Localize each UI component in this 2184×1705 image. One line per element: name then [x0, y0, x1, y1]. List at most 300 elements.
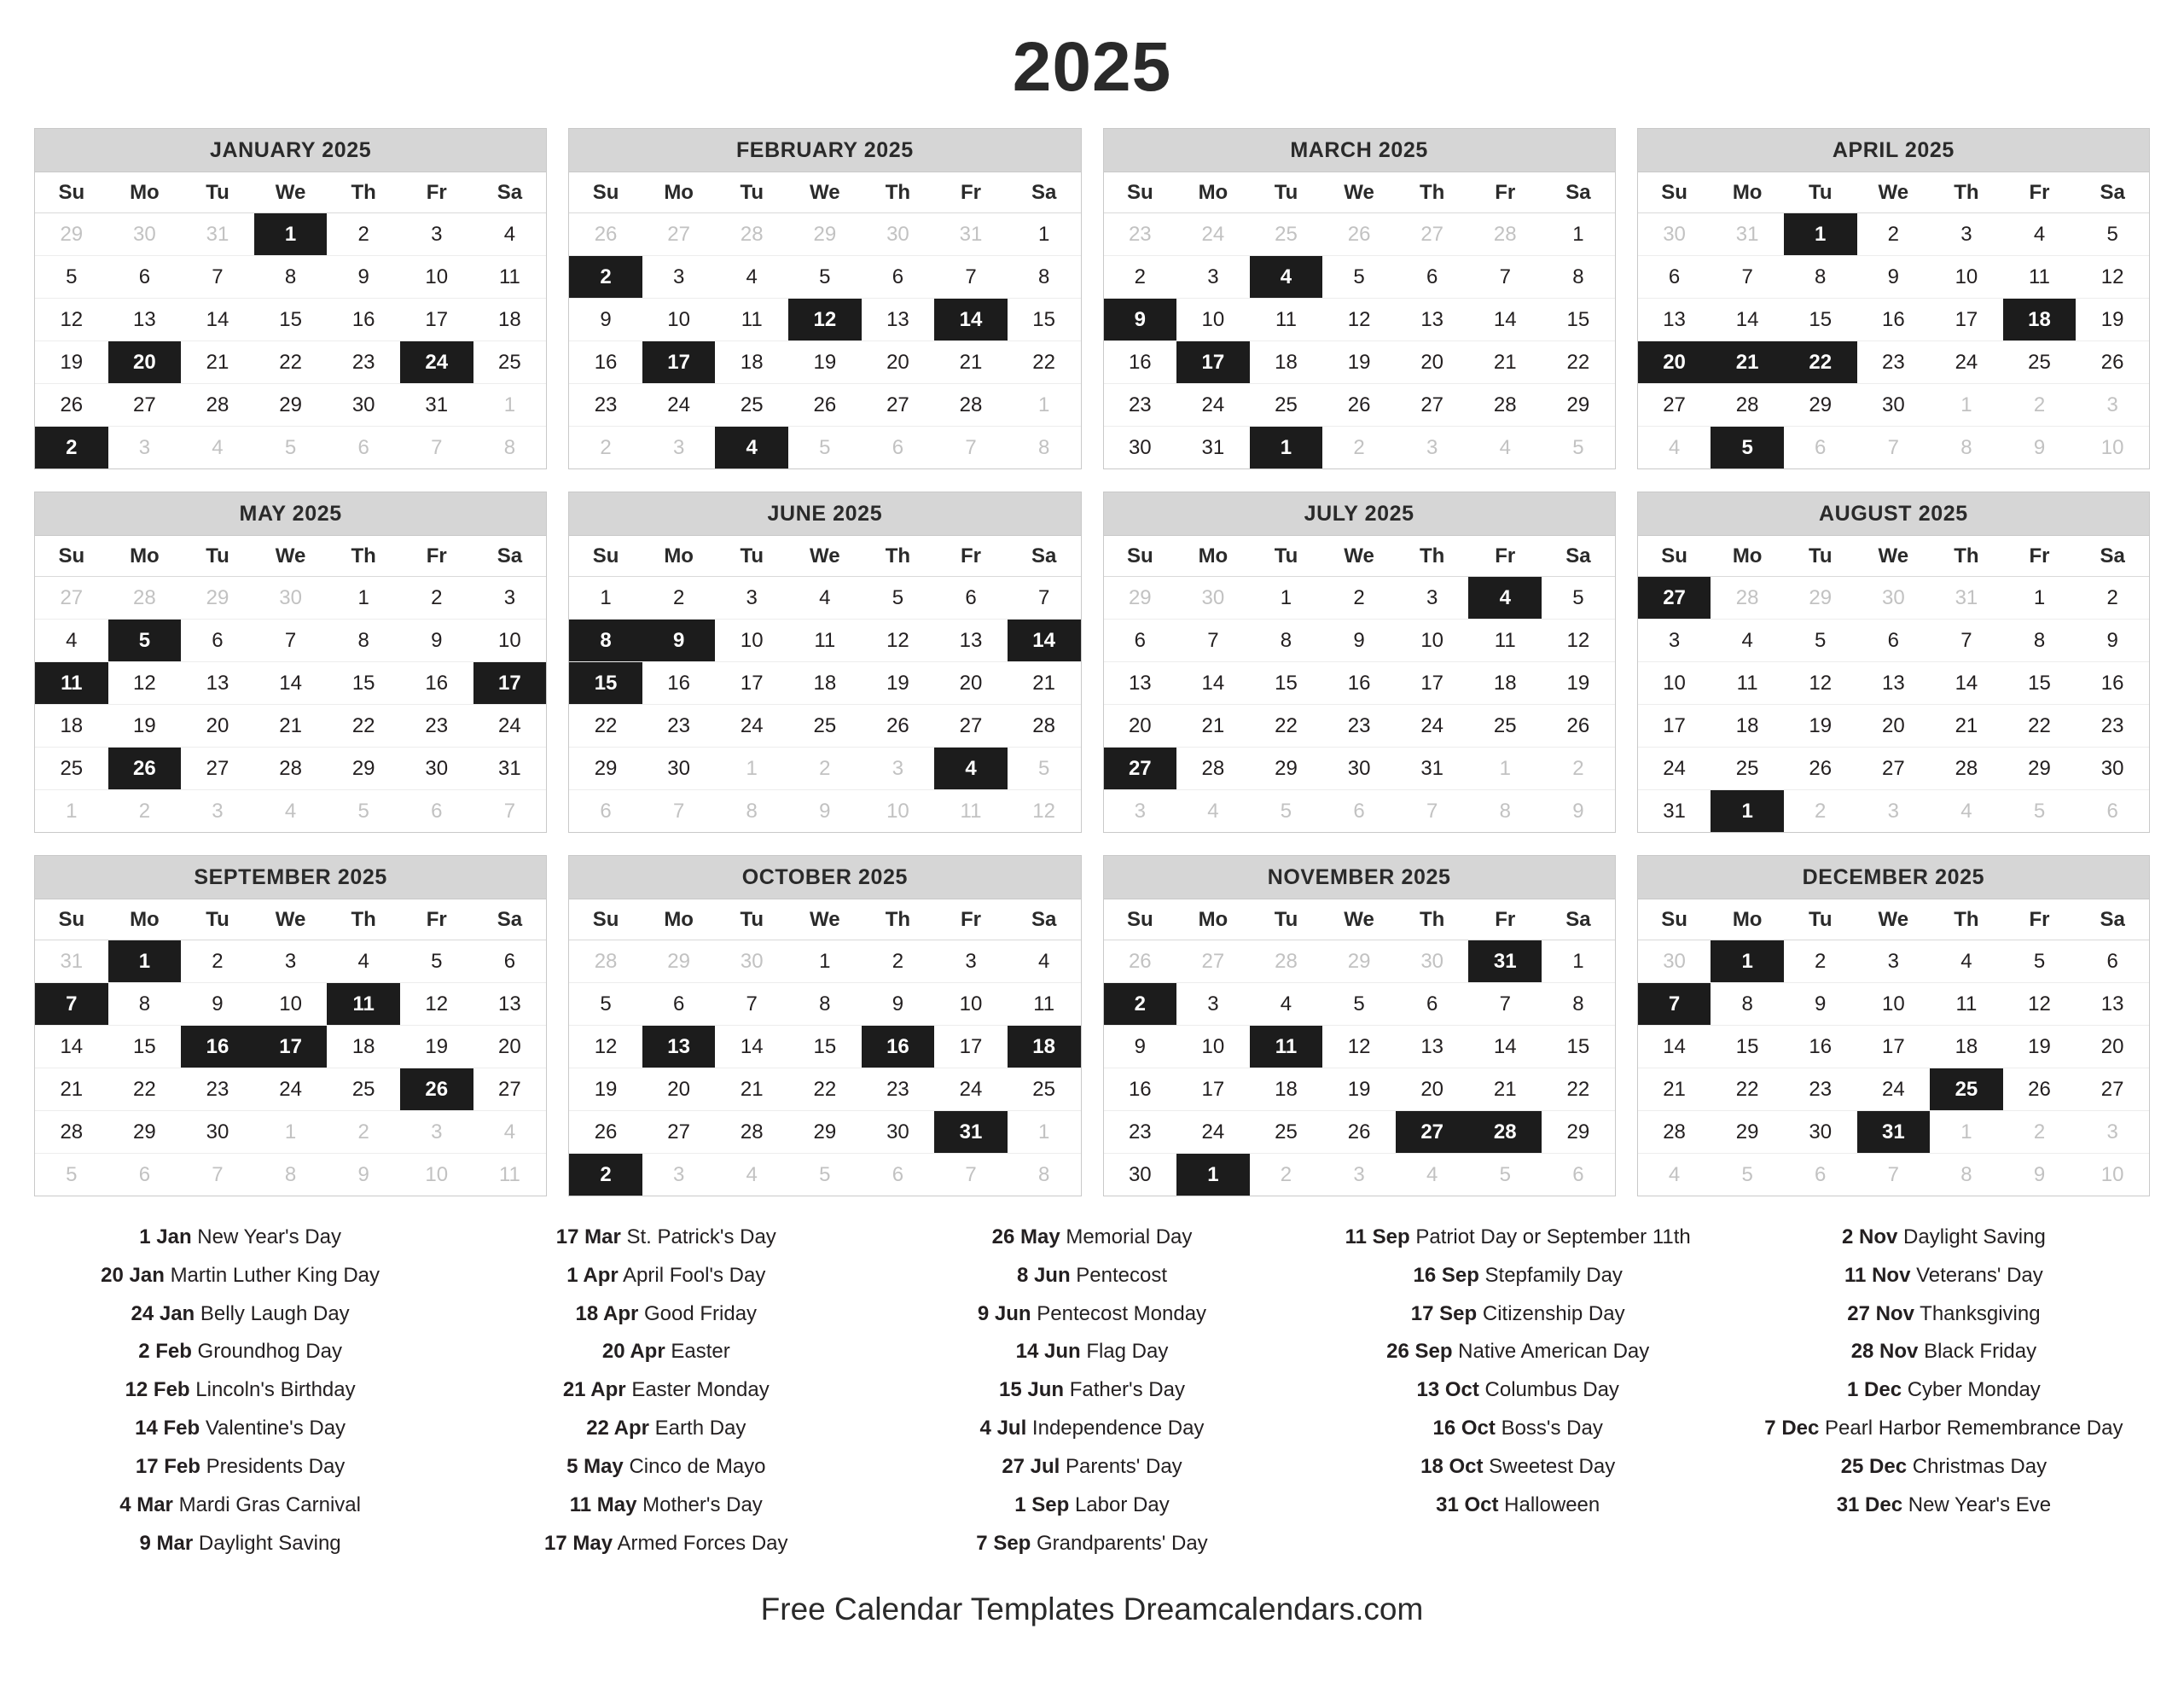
- day-cell[interactable]: [1008, 341, 1081, 384]
- day-cell[interactable]: [473, 983, 547, 1026]
- day-cell[interactable]: [934, 662, 1008, 705]
- day-cell[interactable]: [1784, 1068, 1857, 1111]
- day-cell[interactable]: [108, 662, 182, 705]
- day-cell[interactable]: [934, 1068, 1008, 1111]
- day-cell[interactable]: [862, 299, 935, 341]
- day-cell[interactable]: [2076, 620, 2149, 662]
- day-cell[interactable]: [1396, 748, 1469, 790]
- day-cell[interactable]: [254, 662, 328, 705]
- day-cell[interactable]: [2003, 1026, 2077, 1068]
- day-cell[interactable]: [2076, 662, 2149, 705]
- day-cell[interactable]: [1104, 662, 1177, 705]
- day-cell[interactable]: [1008, 384, 1081, 427]
- day-cell[interactable]: [181, 1068, 254, 1111]
- day-cell[interactable]: [1542, 940, 1615, 983]
- day-cell[interactable]: [715, 427, 788, 469]
- day-cell[interactable]: [1322, 748, 1396, 790]
- day-cell[interactable]: [1008, 1154, 1081, 1196]
- day-cell[interactable]: [1322, 705, 1396, 748]
- day-cell[interactable]: [2076, 384, 2149, 427]
- day-cell[interactable]: [934, 940, 1008, 983]
- day-cell[interactable]: [473, 1068, 547, 1111]
- day-cell[interactable]: [1638, 1068, 1711, 1111]
- day-cell[interactable]: [2076, 577, 2149, 620]
- day-cell[interactable]: [1104, 341, 1177, 384]
- day-cell[interactable]: [2003, 620, 2077, 662]
- day-cell[interactable]: [327, 1111, 400, 1154]
- day-cell[interactable]: [1250, 705, 1323, 748]
- day-cell[interactable]: [569, 662, 642, 705]
- day-cell[interactable]: [1468, 256, 1542, 299]
- day-cell[interactable]: [1104, 427, 1177, 469]
- day-cell[interactable]: [1104, 983, 1177, 1026]
- day-cell[interactable]: [788, 1026, 862, 1068]
- day-cell[interactable]: [862, 983, 935, 1026]
- day-cell[interactable]: [934, 577, 1008, 620]
- day-cell[interactable]: [1930, 983, 2003, 1026]
- day-cell[interactable]: [2076, 213, 2149, 256]
- day-cell[interactable]: [1250, 256, 1323, 299]
- day-cell[interactable]: [473, 940, 547, 983]
- day-cell[interactable]: [1711, 384, 1784, 427]
- day-cell[interactable]: [1930, 1068, 2003, 1111]
- day-cell[interactable]: [1542, 1068, 1615, 1111]
- day-cell[interactable]: [1857, 213, 1931, 256]
- day-cell[interactable]: [473, 1026, 547, 1068]
- day-cell[interactable]: [1250, 1026, 1323, 1068]
- day-cell[interactable]: [254, 620, 328, 662]
- day-cell[interactable]: [1250, 384, 1323, 427]
- day-cell[interactable]: [2003, 1154, 2077, 1196]
- day-cell[interactable]: [642, 256, 716, 299]
- day-cell[interactable]: [1542, 1026, 1615, 1068]
- day-cell[interactable]: [1930, 940, 2003, 983]
- day-cell[interactable]: [1176, 940, 1250, 983]
- day-cell[interactable]: [2003, 705, 2077, 748]
- day-cell[interactable]: [35, 705, 108, 748]
- day-cell[interactable]: [1784, 427, 1857, 469]
- day-cell[interactable]: [934, 620, 1008, 662]
- day-cell[interactable]: [1542, 705, 1615, 748]
- day-cell[interactable]: [1104, 790, 1177, 833]
- day-cell[interactable]: [1542, 662, 1615, 705]
- day-cell[interactable]: [1008, 256, 1081, 299]
- day-cell[interactable]: [181, 341, 254, 384]
- day-cell[interactable]: [1638, 705, 1711, 748]
- day-cell[interactable]: [1008, 662, 1081, 705]
- day-cell[interactable]: [327, 577, 400, 620]
- day-cell[interactable]: [1857, 620, 1931, 662]
- day-cell[interactable]: [254, 940, 328, 983]
- day-cell[interactable]: [1857, 940, 1931, 983]
- day-cell[interactable]: [1176, 427, 1250, 469]
- day-cell[interactable]: [1711, 577, 1784, 620]
- day-cell[interactable]: [2076, 1026, 2149, 1068]
- day-cell[interactable]: [2076, 1154, 2149, 1196]
- day-cell[interactable]: [1930, 662, 2003, 705]
- day-cell[interactable]: [1930, 1026, 2003, 1068]
- day-cell[interactable]: [400, 662, 473, 705]
- day-cell[interactable]: [788, 1068, 862, 1111]
- day-cell[interactable]: [400, 256, 473, 299]
- day-cell[interactable]: [1930, 577, 2003, 620]
- day-cell[interactable]: [400, 983, 473, 1026]
- day-cell[interactable]: [788, 341, 862, 384]
- day-cell[interactable]: [473, 213, 547, 256]
- day-cell[interactable]: [35, 790, 108, 833]
- day-cell[interactable]: [1638, 577, 1711, 620]
- day-cell[interactable]: [473, 662, 547, 705]
- day-cell[interactable]: [1396, 1111, 1469, 1154]
- day-cell[interactable]: [1322, 299, 1396, 341]
- day-cell[interactable]: [569, 577, 642, 620]
- day-cell[interactable]: [108, 384, 182, 427]
- day-cell[interactable]: [1784, 662, 1857, 705]
- day-cell[interactable]: [2003, 1068, 2077, 1111]
- day-cell[interactable]: [327, 748, 400, 790]
- day-cell[interactable]: [1857, 983, 1931, 1026]
- day-cell[interactable]: [642, 1154, 716, 1196]
- day-cell[interactable]: [400, 341, 473, 384]
- day-cell[interactable]: [1638, 748, 1711, 790]
- day-cell[interactable]: [569, 299, 642, 341]
- day-cell[interactable]: [642, 790, 716, 833]
- day-cell[interactable]: [1250, 1154, 1323, 1196]
- day-cell[interactable]: [181, 299, 254, 341]
- day-cell[interactable]: [1711, 213, 1784, 256]
- day-cell[interactable]: [327, 299, 400, 341]
- day-cell[interactable]: [1542, 213, 1615, 256]
- day-cell[interactable]: [473, 384, 547, 427]
- day-cell[interactable]: [327, 341, 400, 384]
- day-cell[interactable]: [1250, 299, 1323, 341]
- day-cell[interactable]: [1638, 1026, 1711, 1068]
- day-cell[interactable]: [1638, 256, 1711, 299]
- day-cell[interactable]: [1638, 662, 1711, 705]
- day-cell[interactable]: [1468, 427, 1542, 469]
- day-cell[interactable]: [1322, 983, 1396, 1026]
- day-cell[interactable]: [327, 427, 400, 469]
- day-cell[interactable]: [862, 384, 935, 427]
- day-cell[interactable]: [254, 705, 328, 748]
- day-cell[interactable]: [473, 299, 547, 341]
- day-cell[interactable]: [35, 620, 108, 662]
- day-cell[interactable]: [1784, 213, 1857, 256]
- day-cell[interactable]: [1176, 620, 1250, 662]
- day-cell[interactable]: [1250, 577, 1323, 620]
- day-cell[interactable]: [1396, 620, 1469, 662]
- day-cell[interactable]: [1008, 1111, 1081, 1154]
- day-cell[interactable]: [1104, 748, 1177, 790]
- day-cell[interactable]: [2003, 748, 2077, 790]
- day-cell[interactable]: [1322, 790, 1396, 833]
- day-cell[interactable]: [327, 384, 400, 427]
- day-cell[interactable]: [1930, 384, 2003, 427]
- day-cell[interactable]: [788, 1154, 862, 1196]
- day-cell[interactable]: [254, 341, 328, 384]
- day-cell[interactable]: [2003, 1111, 2077, 1154]
- day-cell[interactable]: [715, 256, 788, 299]
- day-cell[interactable]: [1250, 213, 1323, 256]
- day-cell[interactable]: [1104, 1111, 1177, 1154]
- day-cell[interactable]: [1104, 1154, 1177, 1196]
- day-cell[interactable]: [1396, 577, 1469, 620]
- day-cell[interactable]: [788, 299, 862, 341]
- day-cell[interactable]: [181, 1111, 254, 1154]
- day-cell[interactable]: [327, 1068, 400, 1111]
- day-cell[interactable]: [1930, 427, 2003, 469]
- day-cell[interactable]: [642, 748, 716, 790]
- day-cell[interactable]: [473, 341, 547, 384]
- day-cell[interactable]: [108, 427, 182, 469]
- day-cell[interactable]: [1711, 983, 1784, 1026]
- day-cell[interactable]: [1542, 983, 1615, 1026]
- day-cell[interactable]: [1104, 1068, 1177, 1111]
- day-cell[interactable]: [35, 940, 108, 983]
- day-cell[interactable]: [569, 1111, 642, 1154]
- day-cell[interactable]: [108, 983, 182, 1026]
- day-cell[interactable]: [254, 1111, 328, 1154]
- day-cell[interactable]: [1008, 748, 1081, 790]
- day-cell[interactable]: [327, 620, 400, 662]
- day-cell[interactable]: [1638, 299, 1711, 341]
- day-cell[interactable]: [1104, 256, 1177, 299]
- day-cell[interactable]: [254, 1154, 328, 1196]
- day-cell[interactable]: [1468, 662, 1542, 705]
- day-cell[interactable]: [35, 577, 108, 620]
- day-cell[interactable]: [1176, 1111, 1250, 1154]
- day-cell[interactable]: [1930, 213, 2003, 256]
- day-cell[interactable]: [1396, 705, 1469, 748]
- day-cell[interactable]: [327, 940, 400, 983]
- day-cell[interactable]: [1542, 427, 1615, 469]
- day-cell[interactable]: [1638, 384, 1711, 427]
- day-cell[interactable]: [1857, 1068, 1931, 1111]
- day-cell[interactable]: [1250, 620, 1323, 662]
- day-cell[interactable]: [1250, 748, 1323, 790]
- day-cell[interactable]: [1322, 1111, 1396, 1154]
- day-cell[interactable]: [400, 705, 473, 748]
- day-cell[interactable]: [1250, 790, 1323, 833]
- day-cell[interactable]: [35, 1111, 108, 1154]
- day-cell[interactable]: [108, 341, 182, 384]
- day-cell[interactable]: [1930, 790, 2003, 833]
- day-cell[interactable]: [327, 705, 400, 748]
- day-cell[interactable]: [35, 983, 108, 1026]
- day-cell[interactable]: [1638, 213, 1711, 256]
- day-cell[interactable]: [1784, 1026, 1857, 1068]
- day-cell[interactable]: [1176, 983, 1250, 1026]
- day-cell[interactable]: [35, 427, 108, 469]
- day-cell[interactable]: [1008, 213, 1081, 256]
- day-cell[interactable]: [400, 213, 473, 256]
- day-cell[interactable]: [1396, 213, 1469, 256]
- day-cell[interactable]: [934, 213, 1008, 256]
- day-cell[interactable]: [1857, 384, 1931, 427]
- day-cell[interactable]: [1857, 256, 1931, 299]
- day-cell[interactable]: [181, 662, 254, 705]
- day-cell[interactable]: [1176, 662, 1250, 705]
- day-cell[interactable]: [1176, 1068, 1250, 1111]
- day-cell[interactable]: [715, 940, 788, 983]
- day-cell[interactable]: [1176, 299, 1250, 341]
- day-cell[interactable]: [715, 577, 788, 620]
- day-cell[interactable]: [2076, 983, 2149, 1026]
- day-cell[interactable]: [1857, 341, 1931, 384]
- day-cell[interactable]: [862, 256, 935, 299]
- day-cell[interactable]: [400, 748, 473, 790]
- day-cell[interactable]: [254, 256, 328, 299]
- day-cell[interactable]: [473, 705, 547, 748]
- day-cell[interactable]: [1468, 705, 1542, 748]
- day-cell[interactable]: [327, 983, 400, 1026]
- day-cell[interactable]: [1468, 384, 1542, 427]
- day-cell[interactable]: [1638, 1154, 1711, 1196]
- day-cell[interactable]: [862, 790, 935, 833]
- day-cell[interactable]: [715, 1026, 788, 1068]
- day-cell[interactable]: [1711, 299, 1784, 341]
- day-cell[interactable]: [1008, 983, 1081, 1026]
- day-cell[interactable]: [400, 1154, 473, 1196]
- day-cell[interactable]: [2003, 790, 2077, 833]
- day-cell[interactable]: [327, 662, 400, 705]
- day-cell[interactable]: [715, 213, 788, 256]
- day-cell[interactable]: [1396, 341, 1469, 384]
- day-cell[interactable]: [934, 748, 1008, 790]
- day-cell[interactable]: [1784, 940, 1857, 983]
- day-cell[interactable]: [181, 256, 254, 299]
- day-cell[interactable]: [1250, 341, 1323, 384]
- day-cell[interactable]: [1176, 213, 1250, 256]
- day-cell[interactable]: [1468, 577, 1542, 620]
- day-cell[interactable]: [108, 620, 182, 662]
- day-cell[interactable]: [569, 427, 642, 469]
- day-cell[interactable]: [788, 748, 862, 790]
- day-cell[interactable]: [1930, 705, 2003, 748]
- day-cell[interactable]: [1857, 790, 1931, 833]
- day-cell[interactable]: [715, 748, 788, 790]
- day-cell[interactable]: [2076, 1068, 2149, 1111]
- day-cell[interactable]: [1250, 983, 1323, 1026]
- day-cell[interactable]: [862, 705, 935, 748]
- day-cell[interactable]: [715, 1154, 788, 1196]
- day-cell[interactable]: [1468, 1026, 1542, 1068]
- day-cell[interactable]: [1104, 940, 1177, 983]
- day-cell[interactable]: [642, 662, 716, 705]
- day-cell[interactable]: [1396, 662, 1469, 705]
- day-cell[interactable]: [1638, 1111, 1711, 1154]
- day-cell[interactable]: [327, 213, 400, 256]
- day-cell[interactable]: [715, 341, 788, 384]
- day-cell[interactable]: [181, 427, 254, 469]
- day-cell[interactable]: [788, 427, 862, 469]
- day-cell[interactable]: [181, 940, 254, 983]
- day-cell[interactable]: [2003, 341, 2077, 384]
- day-cell[interactable]: [254, 748, 328, 790]
- day-cell[interactable]: [642, 384, 716, 427]
- day-cell[interactable]: [642, 940, 716, 983]
- day-cell[interactable]: [715, 983, 788, 1026]
- day-cell[interactable]: [254, 384, 328, 427]
- day-cell[interactable]: [642, 341, 716, 384]
- day-cell[interactable]: [400, 940, 473, 983]
- day-cell[interactable]: [1857, 705, 1931, 748]
- day-cell[interactable]: [715, 1068, 788, 1111]
- day-cell[interactable]: [934, 427, 1008, 469]
- day-cell[interactable]: [2003, 256, 2077, 299]
- day-cell[interactable]: [254, 1068, 328, 1111]
- day-cell[interactable]: [1250, 1111, 1323, 1154]
- day-cell[interactable]: [1784, 577, 1857, 620]
- day-cell[interactable]: [934, 790, 1008, 833]
- day-cell[interactable]: [2003, 299, 2077, 341]
- day-cell[interactable]: [1008, 705, 1081, 748]
- day-cell[interactable]: [862, 1068, 935, 1111]
- day-cell[interactable]: [1784, 1111, 1857, 1154]
- day-cell[interactable]: [254, 577, 328, 620]
- day-cell[interactable]: [181, 213, 254, 256]
- day-cell[interactable]: [1930, 256, 2003, 299]
- day-cell[interactable]: [2076, 940, 2149, 983]
- day-cell[interactable]: [1930, 620, 2003, 662]
- day-cell[interactable]: [1711, 256, 1784, 299]
- day-cell[interactable]: [1250, 427, 1323, 469]
- day-cell[interactable]: [400, 427, 473, 469]
- day-cell[interactable]: [934, 705, 1008, 748]
- day-cell[interactable]: [181, 620, 254, 662]
- day-cell[interactable]: [35, 341, 108, 384]
- day-cell[interactable]: [35, 256, 108, 299]
- day-cell[interactable]: [1542, 256, 1615, 299]
- day-cell[interactable]: [642, 620, 716, 662]
- day-cell[interactable]: [862, 577, 935, 620]
- day-cell[interactable]: [2076, 427, 2149, 469]
- day-cell[interactable]: [569, 705, 642, 748]
- day-cell[interactable]: [327, 790, 400, 833]
- day-cell[interactable]: [569, 940, 642, 983]
- day-cell[interactable]: [108, 256, 182, 299]
- day-cell[interactable]: [1468, 1111, 1542, 1154]
- day-cell[interactable]: [934, 299, 1008, 341]
- day-cell[interactable]: [642, 983, 716, 1026]
- day-cell[interactable]: [642, 427, 716, 469]
- day-cell[interactable]: [1930, 1111, 2003, 1154]
- day-cell[interactable]: [1104, 384, 1177, 427]
- day-cell[interactable]: [1322, 1154, 1396, 1196]
- day-cell[interactable]: [1396, 384, 1469, 427]
- day-cell[interactable]: [934, 256, 1008, 299]
- day-cell[interactable]: [1542, 577, 1615, 620]
- day-cell[interactable]: [108, 213, 182, 256]
- day-cell[interactable]: [1396, 299, 1469, 341]
- day-cell[interactable]: [788, 620, 862, 662]
- day-cell[interactable]: [1784, 341, 1857, 384]
- day-cell[interactable]: [1711, 1154, 1784, 1196]
- day-cell[interactable]: [788, 577, 862, 620]
- day-cell[interactable]: [473, 577, 547, 620]
- day-cell[interactable]: [1250, 662, 1323, 705]
- day-cell[interactable]: [1857, 1111, 1931, 1154]
- day-cell[interactable]: [2003, 577, 2077, 620]
- day-cell[interactable]: [715, 662, 788, 705]
- day-cell[interactable]: [1542, 620, 1615, 662]
- day-cell[interactable]: [2076, 790, 2149, 833]
- day-cell[interactable]: [1468, 940, 1542, 983]
- day-cell[interactable]: [569, 620, 642, 662]
- day-cell[interactable]: [569, 341, 642, 384]
- day-cell[interactable]: [1638, 983, 1711, 1026]
- day-cell[interactable]: [1930, 341, 2003, 384]
